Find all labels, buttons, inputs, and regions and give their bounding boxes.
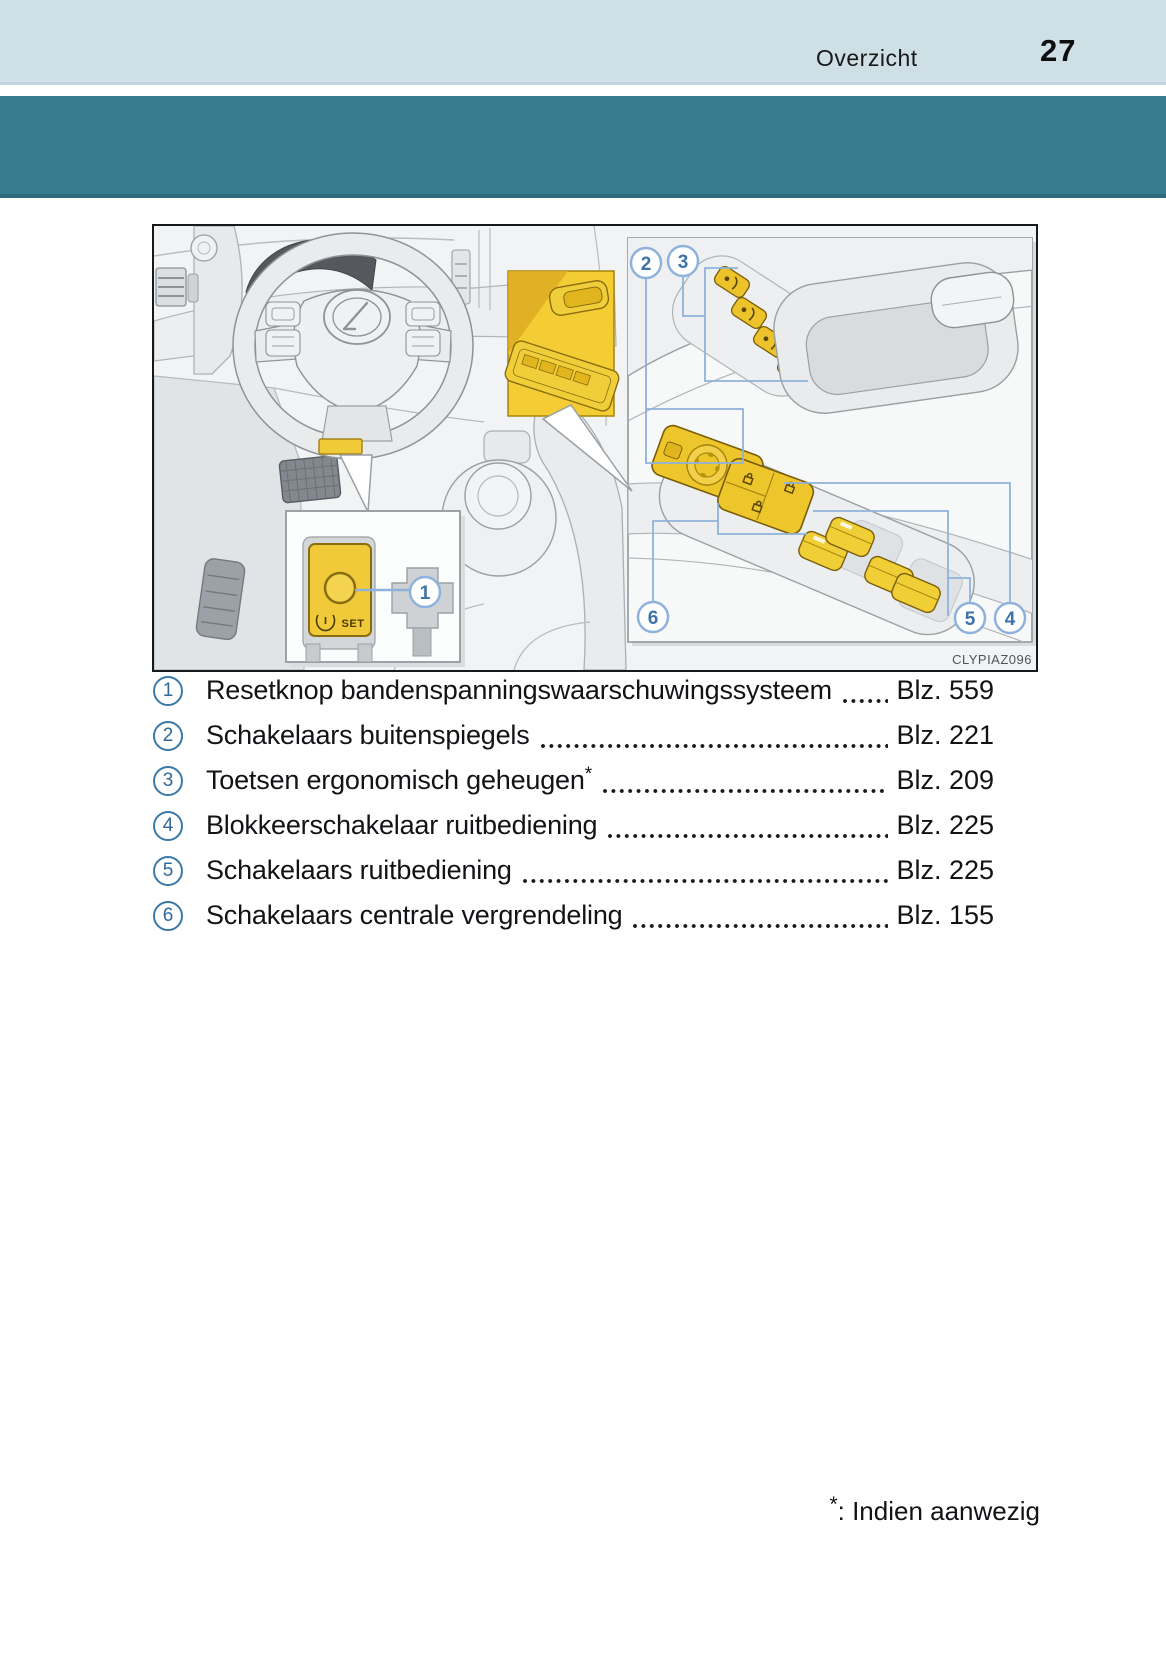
callout-2-number: 2: [640, 254, 652, 275]
legend-label: Schakelaars ruitbediening: [206, 855, 512, 885]
section-title: Overzicht: [816, 45, 918, 71]
legend-num-badge: 1: [153, 676, 183, 706]
page-number: 27: [1040, 33, 1077, 68]
footnote-text: : Indien aanwezig: [837, 1496, 1040, 1526]
tpms-inset-box: [286, 511, 465, 667]
legend-label: Toetsen ergonomisch geheugen*: [206, 764, 592, 795]
legend-page-ref: Blz. 225: [896, 855, 994, 885]
dot-leader: [522, 870, 889, 884]
dot-leader: [607, 825, 888, 839]
callout-6-number: 6: [647, 608, 659, 629]
car-interior-illustration: [152, 224, 1038, 672]
callout-1-number: 1: [419, 583, 431, 604]
illustration-svg: [154, 226, 1036, 670]
callout-1: [410, 577, 440, 607]
legend-label: Schakelaars buitenspiegels: [206, 720, 530, 750]
callout-5-number: 5: [964, 609, 976, 630]
legend-page-ref: Blz. 225: [896, 810, 994, 840]
legend-num-badge: 2: [153, 721, 183, 751]
callout-4-number: 4: [1004, 609, 1016, 630]
legend-item-6: [153, 893, 994, 938]
tweeter-speaker: [191, 235, 217, 261]
footnote-asterisk: *: [829, 1493, 838, 1516]
legend-num-badge: 3: [153, 766, 183, 796]
figure-code: CLYPIAZ096: [952, 652, 1032, 667]
legend-item-3: [153, 758, 994, 803]
dot-leader: [602, 780, 889, 794]
callout-3-number: 3: [677, 252, 689, 273]
legend-item-4: [153, 803, 994, 848]
callout-3: [668, 246, 698, 276]
set-button-label: SET: [341, 618, 365, 630]
brake-pedal: [279, 455, 341, 503]
air-vent: [156, 268, 198, 306]
teal-divider-band: [0, 96, 1166, 198]
legend-num-badge: 5: [153, 856, 183, 886]
legend-item-1: [153, 668, 994, 713]
legend-list: [153, 668, 994, 938]
dot-leader: [540, 735, 889, 749]
legend-item-2: [153, 713, 994, 758]
footnote: [829, 1493, 1040, 1527]
legend-page-ref: Blz. 559: [896, 675, 994, 705]
dot-leader: [842, 690, 889, 704]
legend-page-ref: Blz. 209: [896, 765, 994, 795]
lexus-badge-icon: [324, 290, 390, 344]
callout-2: [631, 248, 661, 278]
tpms-button-location-highlight: [319, 439, 362, 454]
legend-label: Blokkeerschakelaar ruitbediening: [206, 810, 598, 840]
callout-5: [955, 603, 985, 633]
callout-6: [638, 602, 668, 632]
door-switch-highlight-patch: [503, 271, 621, 416]
page-header: [0, 0, 1166, 85]
legend-label: Schakelaars centrale vergrendeling: [206, 900, 623, 930]
legend-item-5: [153, 848, 994, 893]
legend-num-badge: 4: [153, 811, 183, 841]
legend-page-ref: Blz. 155: [896, 900, 994, 930]
dot-leader: [632, 915, 888, 929]
legend-label: Resetknop bandenspanningswaarschuwingssysteem: [206, 675, 832, 705]
callout-4: [995, 603, 1025, 633]
legend-page-ref: Blz. 221: [896, 720, 994, 750]
legend-num-badge: 6: [153, 901, 183, 931]
